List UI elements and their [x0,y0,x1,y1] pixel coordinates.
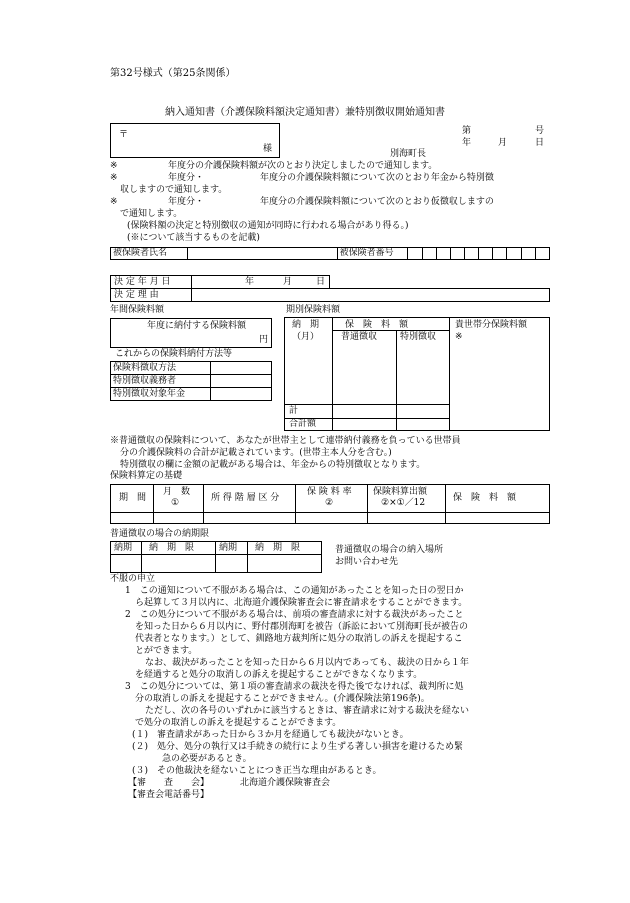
objection-line: ら起算して３月以内に、北海道介護保険審査会に審査請求をすることができます。 [135,598,468,608]
basis-col-income: 所 得 階 層 区 分 [211,493,280,503]
basis-col-calc: 保険料算出額 [373,487,428,497]
objection-line: なお、裁決があったことを知った日から６月以内であっても、裁決の日から１年 [145,658,469,668]
notice4: (保険料額の決定と特別徴収の通知が同時に行われる場合があり得る。) [127,221,409,231]
objection-line: 分の取消しの訴えを提起することができません。(介護保険法第196条)。 [135,694,430,704]
objection-line: 1 この通知について不服がある場合は、この通知があったことを知った日の翌日か [125,586,464,596]
note-line1: ※普通徴収の保険料について、あなたが世帯主として連帯納付義務を負っている世帯員 [110,436,461,446]
notice3-mark: ※ [110,197,118,207]
period-section-label: 期別保険料額 [286,305,341,315]
honorific: 様 [263,144,273,154]
annual-pay-label: 年度に納付する保険料額 [147,321,247,331]
method-row-3: 特別徴収対象年金 [111,388,211,401]
note-line3: 特別徴収の欄に金額の記載がある場合は、年金からの特別徴収となります。 [120,460,426,470]
objection-line: で処分の取消しの訴えを提起することができます。 [135,718,342,728]
annual-pay-box [110,318,272,348]
objection-line: (３) その他裁決を経ないことにつき正当な理由があるとき。 [132,766,382,776]
objection-line: 代表者となります。）として、釧路地方裁判所に処分の取消しの訴えを提起するこ [135,634,463,644]
objection-line: とができます。 [135,646,198,656]
page-title: 納入通知書（介護保険料額決定通知書）兼特別徴収開始通知書 [165,107,445,118]
insured-table [110,247,550,260]
insured-name-label: 被保険者氏名 [111,248,188,260]
date-month: 月 [498,138,508,148]
decision-date-box [110,275,330,289]
address-box [110,123,280,158]
doc-number-dai: 第 [462,126,472,136]
decision-day: 日 [316,277,326,287]
decision-month: 月 [283,277,293,287]
period-household-mark: ※ [455,332,463,342]
notice3b: 年度分の介護保険料額について次のとおり仮徴収しますの [260,197,494,207]
date-day: 日 [535,138,545,148]
notice5: (※について該当するものを記載) [127,233,260,243]
objection-line: を経過すると処分の取消しの訴えを提起することができなくなります。 [135,670,423,680]
period-table [284,317,550,431]
insured-name-value [187,248,337,260]
basis-col-period: 期 間 [119,493,147,503]
objection-line: を知った日から６月以内に、野付郡別海町を被告（訴訟において別海町長が被告の [135,622,469,632]
period-col-month: 納 期 [292,320,320,330]
council-phone-label: 【審査会電話番号】 [128,790,210,800]
period-total-label: 計 [289,406,299,416]
period-grand-total-label: 合計額 [289,419,317,429]
basis-col-calc-formula: ②×①／12 [381,498,426,508]
notice1-mark: ※ [110,161,118,171]
decision-reason-label: 決 定 理 由 [114,290,159,300]
basis-col-amount: 保 険 料 額 [453,493,517,503]
doc-number-go: 号 [535,126,545,136]
basis-table [110,484,550,524]
annual-yen: 円 [259,335,269,345]
basis-col-months: 月 数 [163,487,191,497]
issuer: 別海町長 [390,149,427,159]
notice1: 年度分の介護保険料額が次のとおり決定しましたので通知します。 [168,161,438,171]
notice2b: 年度分の介護保険料額について次のとおり年金から特別徴 [260,173,494,183]
objection-line: (２) 処分、処分の執行又は手続きの続行により生ずる著しい損害を避けるため緊 [132,742,464,752]
date-year: 年 [462,138,472,148]
method-row-1: 保険料徴収方法 [111,362,211,375]
postal-mark: 〒 [119,130,129,140]
objection-line: 2 この処分について不服がある場合は、前項の審査請求に対する裁決があったこと [125,610,464,620]
method-table [110,361,272,401]
method-row-2: 特別徴収義務者 [111,375,211,388]
decision-reason-box [110,288,550,302]
insured-number-label: 被保険者番号 [337,248,408,260]
deadline-col-4: 納 期 限 [255,543,301,553]
objection-title: 不服の申立 [110,574,156,584]
deadline-table [110,541,322,573]
notice3a: 年度分・ [168,197,205,207]
annual-section-label: 年間保険料額 [110,305,165,315]
council-label: 【審 査 会】 [128,778,210,788]
period-col-month-sub: （月） [292,332,320,342]
basis-section-label: 保険料算定の基礎 [110,471,183,481]
deadline-col-2: 納 期 限 [149,543,195,553]
deadline-col-3: 納期 [219,543,238,553]
objection-line: (１) 審査請求があった日から３か月を経過しても裁決がないとき。 [132,730,409,740]
period-col-premium: 保 険 料 額 [345,320,409,330]
objection-line: 3 この処分については、第１項の審査請求の裁決を得た後でなければ、裁判所に処 [125,682,464,692]
objection-line: ただし、次の各号のいずれかに該当するときは、審査請求に対する裁決を経ない [145,706,470,716]
period-col-household: 貴世帯分保険料額 [455,320,528,330]
payment-place: 普通徴収の場合の納入場所 [335,545,444,555]
objection-line: 急の必要があるとき。 [162,754,252,764]
decision-date-label: 決 定 年 月 日 [114,277,171,287]
notice2-mark: ※ [110,173,118,183]
contact: お問い合わせ先 [335,557,399,567]
basis-col-months-ref: ① [171,498,180,508]
period-col-special: 特別徴収 [400,332,437,342]
form-number: 第32号様式（第25条関係） [110,68,236,79]
deadline-section-label: 普通徴収の場合の納期限 [110,529,210,539]
council-name: 北海道介護保険審査会 [240,778,331,788]
basis-col-rate: 保 険 料 率 [307,487,352,497]
notice2c: 収しますので通知します。 [120,185,228,195]
notice3c: で通知します。 [120,209,183,219]
basis-col-rate-ref: ② [325,498,334,508]
period-col-ordinary: 普通徴収 [341,332,378,342]
notice2a: 年度分・ [168,173,205,183]
note-line2: 分の介護保険料の合計が記載されています。(世帯主本人分を含む。) [120,448,392,458]
deadline-col-1: 納期 [114,543,133,553]
decision-year: 年 [245,277,255,287]
method-title: これからの保険料納付方法等 [115,349,233,359]
